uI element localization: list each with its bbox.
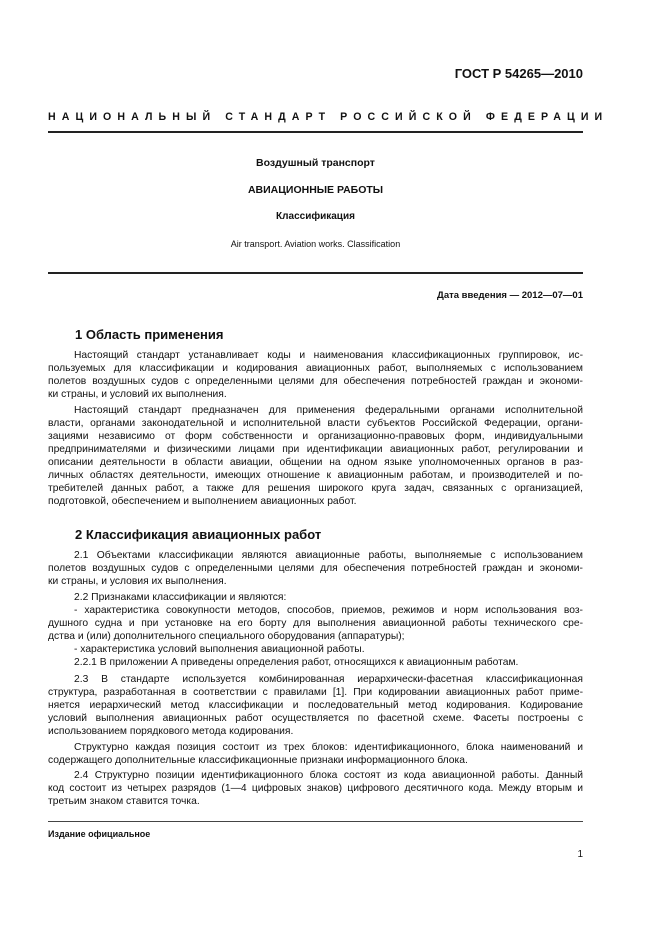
standard-number: ГОСТ Р 54265—2010: [454, 66, 583, 81]
text-line: зациями независимо от форм собственности и организационно-правовых форм, индивидуальными: [48, 431, 583, 442]
text-line: - характеристика условий выполнения авиационной работы.: [74, 644, 365, 655]
title-divider: [48, 272, 583, 274]
section-2-paragraph-structure: [48, 741, 583, 767]
text-line: полетов воздушных судов с определенными целями для обеспечения потребностей граждан и экономи-: [48, 563, 583, 574]
text-line: содержащего дополнительные классификационные признаки информационного блока.: [48, 755, 468, 766]
text-line: третьим знаком ставится точка.: [48, 796, 200, 807]
text-line: полетов воздушных судов с определенными целями для обеспечения потребностей граждан и экономи-: [48, 376, 583, 387]
text-line: условий выполнения авиационных работ осуществляется по фасетной схеме. Фасеты построены с: [48, 713, 583, 724]
text-line: власти, органами законодательной и исполнительной власти субъектов Российской Федерации, органи-: [48, 418, 583, 429]
footer-divider: [48, 821, 583, 822]
standard-banner: НАЦИОНАЛЬНЫЙ СТАНДАРТ РОССИЙСКОЙ ФЕДЕРАЦИИ: [48, 111, 609, 123]
document-title: АВИАЦИОННЫЕ РАБОТЫ: [247, 184, 384, 196]
text-line: структура, разработанная в соответствии с правилами [1]. При кодировании авиационных работ приме-: [48, 687, 583, 698]
text-line: описании деятельности в области авиации, общении на одном языке уполномоченных органов в раз-: [48, 457, 583, 468]
text-line: дства и (или) дополнительного специального оборудования (аппаратуры);: [48, 631, 405, 642]
introduction-date: Дата введения — 2012—07—01: [437, 290, 583, 301]
text-line: 2.3 В стандарте используется комбинированная иерархически-фасетная классификационная: [74, 674, 583, 685]
text-line: 2.2.1 В приложении А приведены определения работ, относящихся к авиационным работам.: [74, 657, 519, 668]
section-1-paragraph-1: [48, 349, 583, 401]
text-line: ки страны, и условия их выполнения.: [48, 576, 227, 587]
text-line: - характеристика совокупности методов, способов, приемов, режимов и норм использования воз-: [74, 605, 583, 616]
section-2-paragraph-2-2: [48, 591, 583, 669]
text-line: личных областях деятельности, имеющих отношение к авиационным работам, и производителей и по-: [48, 470, 583, 481]
text-line: ки страны, и условий их выполнения.: [48, 389, 227, 400]
page-number: 1: [577, 849, 583, 860]
text-line: подготовкой, обеспечением и выполнением авиационных работ.: [48, 496, 357, 507]
section-2-paragraph-2-1: [48, 549, 583, 588]
document-subtitle: Классификация: [276, 211, 355, 222]
section-2-heading: 2 Классификация авиационных работ: [75, 527, 322, 542]
text-line: Настоящий стандарт предназначен для применения федеральными органами исполнительной: [74, 405, 583, 416]
text-line: 2.1 Объектами классификации являются авиационные работы, выполняемые с использованием: [74, 550, 583, 561]
section-2-paragraph-2-4: [48, 769, 583, 808]
english-title: Air transport. Aviation works. Classification: [230, 239, 401, 249]
text-line: 2.4 Структурно позиции идентификационного блока состоят из кода авиационной работы. Данный: [74, 770, 583, 781]
section-1-paragraph-2: [48, 404, 583, 508]
text-line: использованием порядкового метода кодирования.: [48, 726, 294, 737]
text-line: няется иерархический метод классификации и последовательный метод кодирования. Кодирование: [48, 700, 583, 711]
text-line: пользуемых для классификации и кодирования авиационных работ, выполняемых с использованием: [48, 363, 583, 374]
banner-divider: [48, 131, 583, 133]
text-line: Структурно каждая позиция состоит из трех блоков: идентификационного, блока наименований и: [74, 742, 583, 753]
text-line: код состоит из четырех разрядов (1—4 цифровых знаков) цифрового десятичного кода. Между вторым и: [48, 783, 583, 794]
document-subject: Воздушный транспорт: [256, 157, 375, 169]
section-1-heading: 1 Область применения: [75, 327, 224, 342]
text-line: предпринимателями и физическими лицами при идентификации авиационных работ, регулировании и: [48, 444, 583, 455]
text-line: душного судна и при установке на его борту для выполнения авиационной работы технического сре-: [48, 618, 583, 629]
official-edition-label: Издание официальное: [48, 829, 151, 839]
section-2-paragraph-2-3: [48, 673, 583, 738]
text-line: требителей данных работ, а также для решения широкого круга задач, связанных с организацией,: [48, 483, 583, 494]
text-line: 2.2 Признаками классификации и являются:: [74, 592, 287, 603]
text-line: Настоящий стандарт устанавливает коды и наименования классификационных группировок, ис-: [74, 350, 583, 361]
